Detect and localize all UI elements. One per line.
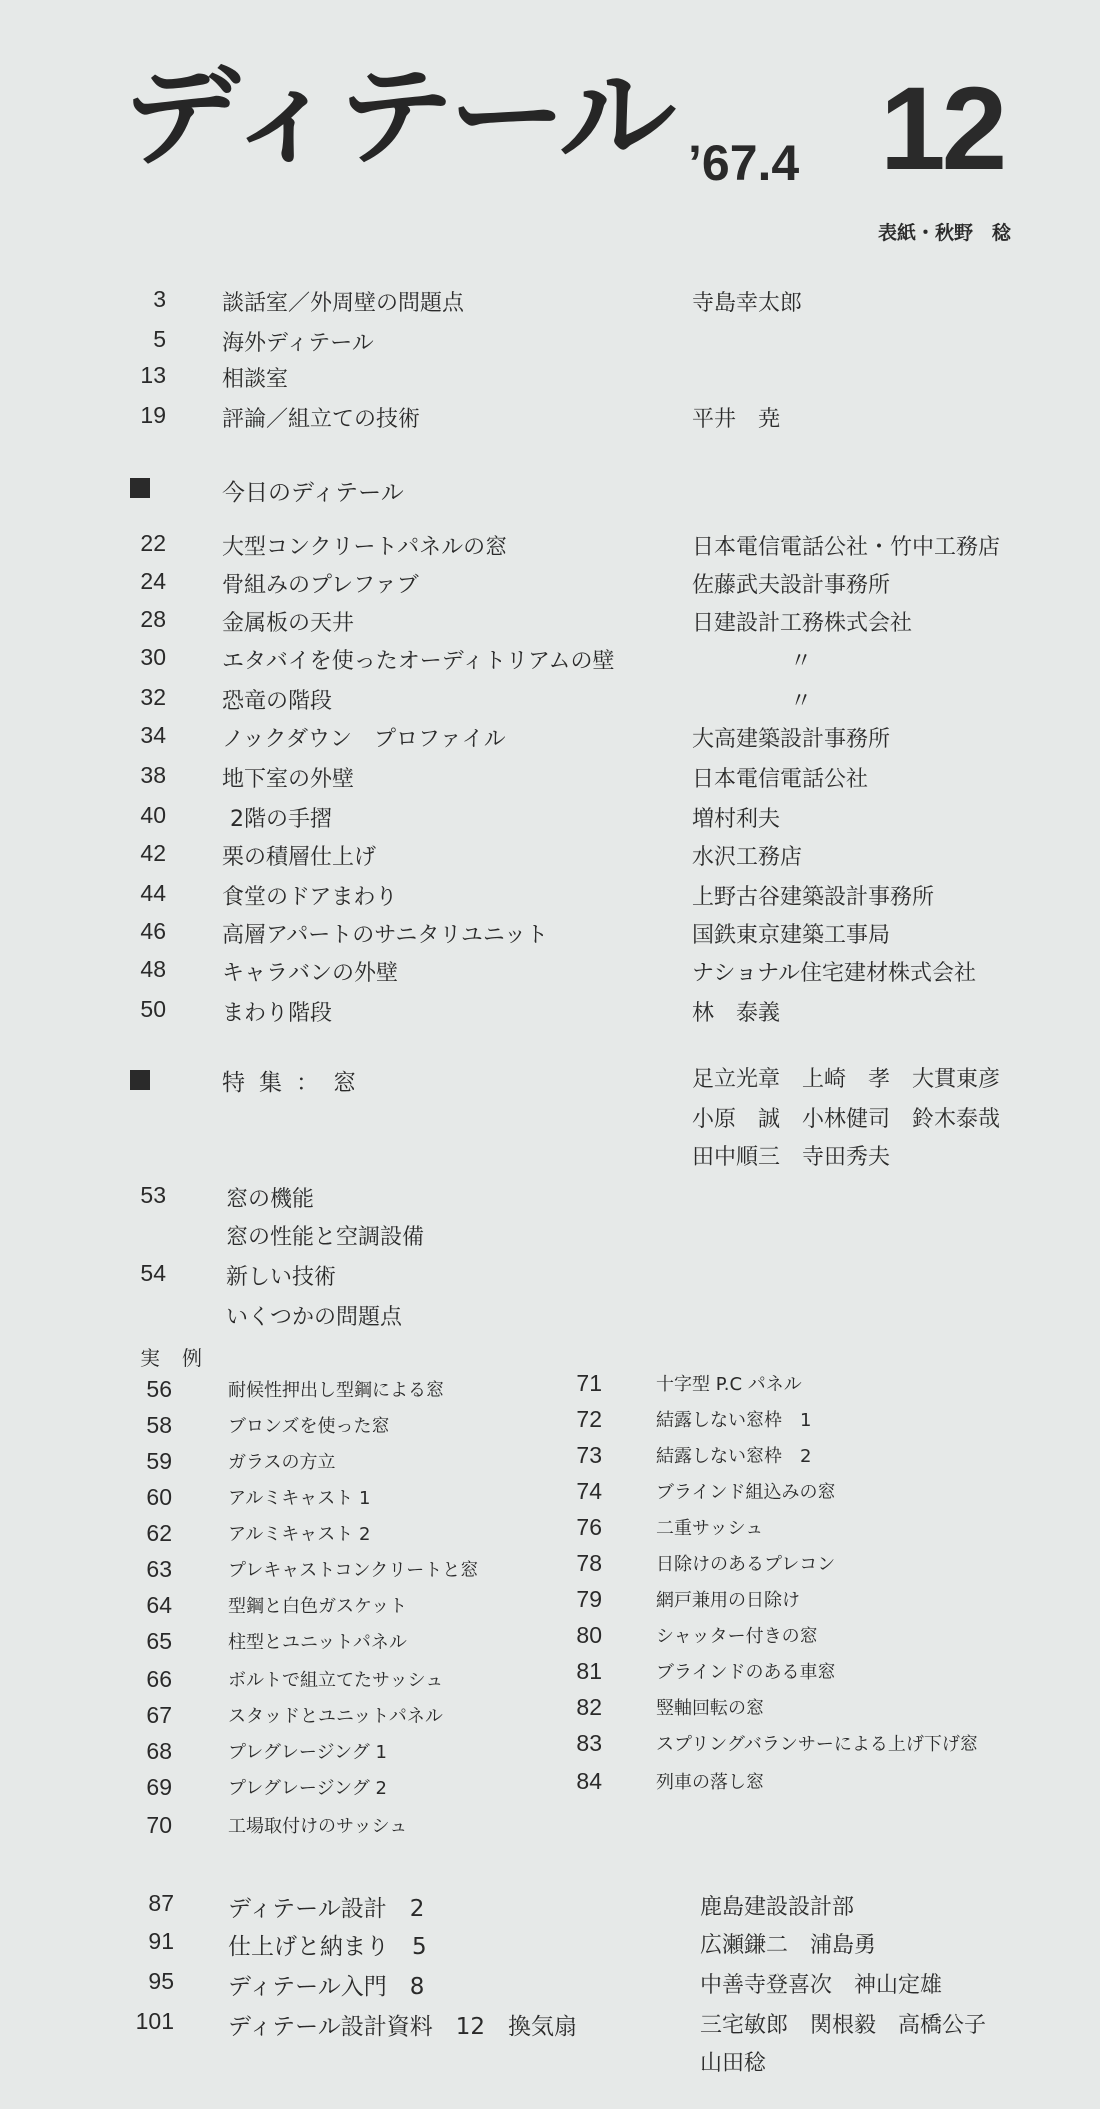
entry-title: 食堂のドアまわり — [222, 885, 398, 910]
page-number: 79 — [576, 1586, 602, 1612]
cover-credit: 表紙・秋野 稔 — [878, 222, 1012, 244]
issue-date: ’67.4 — [688, 135, 800, 191]
toc-row — [0, 1890, 1100, 1926]
page-number: 56 — [146, 1376, 172, 1402]
entry-author: 広瀬鎌二 浦島勇 — [700, 1933, 877, 1958]
entry-title: 十字型 P.C パネル — [656, 1374, 802, 1395]
page-number: 74 — [576, 1478, 602, 1504]
page-number: 65 — [146, 1628, 172, 1654]
entry-title: 海外ディテール — [222, 331, 374, 356]
entry-author: 三宅敏郎 関根毅 高橋公子 — [700, 2013, 987, 2038]
page-number: 42 — [140, 840, 166, 866]
entry-author: 林 泰義 — [692, 1001, 781, 1026]
entry-title: エタバイを使ったオーディトリアムの壁 — [222, 649, 615, 674]
entry-title: 列車の落し窓 — [656, 1772, 764, 1793]
page-number: 71 — [576, 1370, 602, 1396]
page-number: 95 — [148, 1968, 174, 1994]
entry-title: 日除けのあるプレコン — [656, 1554, 836, 1575]
feature-authors-line: 足立光章 上崎 孝 大貫東彦 — [692, 1067, 1001, 1092]
entry-title: ブラインド組込みの窓 — [656, 1482, 836, 1503]
toc-row — [0, 530, 1100, 566]
entry-author: 寺島幸太郎 — [692, 291, 803, 316]
entry-author: 上野古谷建築設計事務所 — [692, 885, 935, 910]
entry-title: 工場取付けのサッシュ — [228, 1816, 408, 1837]
page-number: 70 — [146, 1812, 172, 1838]
entry-author: 大高建築設計事務所 — [692, 727, 891, 752]
toc-row — [0, 880, 1100, 916]
page-number: 59 — [146, 1448, 172, 1474]
toc-row — [0, 722, 1100, 758]
entry-title: アルミキャスト 2 — [228, 1524, 371, 1545]
entry-author: 日本電信電話公社 — [692, 767, 869, 792]
page-number: 48 — [140, 956, 166, 982]
toc-row — [0, 996, 1100, 1032]
feature-authors-line: 小原 誠 小林健司 鈴木泰哉 — [692, 1107, 1001, 1132]
page-number: 60 — [146, 1484, 172, 1510]
page-number: 54 — [140, 1260, 166, 1286]
entry-author: 〃 — [790, 689, 813, 714]
toc-row — [0, 1928, 1100, 1964]
toc-row — [0, 802, 1100, 838]
entry-author: ナショナル住宅建材株式会社 — [692, 961, 977, 986]
entry-title: 結露しない窓枠 1 — [656, 1410, 812, 1431]
entry-title: 金属板の天井 — [222, 611, 355, 636]
page-number: 19 — [140, 402, 166, 428]
toc-row — [0, 918, 1100, 954]
page-number: 78 — [576, 1550, 602, 1576]
section-marker — [130, 478, 150, 498]
page-number: 30 — [140, 644, 166, 670]
toc-row — [0, 286, 1100, 322]
page-number: 44 — [140, 880, 166, 906]
entry-title: 二重サッシュ — [656, 1518, 764, 1539]
page-number: 32 — [140, 684, 166, 710]
entry-title: 網戸兼用の日除け — [656, 1590, 800, 1611]
entry-title: ディテール入門 8 — [228, 1974, 425, 2000]
toc-row — [0, 840, 1100, 876]
page-number: 50 — [140, 996, 166, 1022]
entry-title: スタッドとユニットパネル — [228, 1706, 443, 1727]
entry-title: ブラインドのある車窓 — [656, 1662, 836, 1683]
section-title-feature: 特集：窓 — [222, 1070, 370, 1096]
toc-row — [0, 402, 1100, 438]
entry-author: 日建設計工務株式会社 — [692, 611, 913, 636]
entry-author: 増村利夫 — [692, 807, 781, 832]
page-number: 82 — [576, 1694, 602, 1720]
toc-row — [0, 362, 1100, 398]
entry-title: 恐竜の階段 — [222, 689, 333, 714]
toc-row — [0, 568, 1100, 604]
page-number: 84 — [576, 1768, 602, 1794]
entry-title: 仕上げと納まり 5 — [228, 1934, 427, 1960]
toc-row — [0, 1968, 1100, 2004]
entry-title: 大型コンクリートパネルの窓 — [222, 535, 508, 560]
page-number: 67 — [146, 1702, 172, 1728]
entry-title: 耐候性押出し型鋼による窓 — [228, 1380, 444, 1401]
entry-title: 評論／組立ての技術 — [222, 407, 421, 432]
page-number: 80 — [576, 1622, 602, 1648]
page-number: 5 — [153, 326, 166, 352]
toc-row — [0, 2008, 1100, 2044]
entry-title: プレグレージング 1 — [228, 1742, 387, 1763]
entry-title: プレキャストコンクリートと窓 — [228, 1560, 479, 1581]
page-number: 3 — [153, 286, 166, 312]
entry-author: 鹿島建設設計部 — [700, 1895, 855, 1920]
entry-author: 〃 — [790, 649, 813, 674]
entry-title: いくつかの問題点 — [226, 1305, 403, 1330]
page-number: 22 — [140, 530, 166, 556]
toc-row — [0, 1260, 1100, 1296]
entry-title: ボルトで組立てたサッシュ — [228, 1670, 444, 1691]
entry-title: シャッター付きの窓 — [656, 1626, 818, 1647]
toc-row — [0, 956, 1100, 992]
page-number: 81 — [576, 1658, 602, 1684]
entry-author-extra: 山田稔 — [700, 2051, 767, 2076]
entry-title: 高層アパートのサニタリユニット — [222, 923, 549, 948]
toc-row — [0, 684, 1100, 720]
entry-title: 型鋼と白色ガスケット — [228, 1596, 408, 1617]
page-number: 83 — [576, 1730, 602, 1756]
entry-author: 水沢工務店 — [692, 845, 803, 870]
page-number: 24 — [140, 568, 166, 594]
entry-title: ディテール設計 2 — [228, 1896, 425, 1922]
entry-title: ブロンズを使った窓 — [228, 1416, 390, 1437]
entry-title: 談話室／外周壁の問題点 — [222, 291, 465, 316]
page-number: 69 — [146, 1774, 172, 1800]
page-number: 62 — [146, 1520, 172, 1546]
entry-title: スプリングバランサーによる上げ下げ窓 — [656, 1734, 978, 1755]
page-number: 46 — [140, 918, 166, 944]
entry-author: 国鉄東京建築工事局 — [692, 923, 891, 948]
page-number: 38 — [140, 762, 166, 788]
entry-title: 地下室の外壁 — [222, 767, 355, 792]
entry-title: 竪軸回転の窓 — [656, 1698, 764, 1719]
section-marker — [130, 1070, 150, 1090]
entry-author: 日本電信電話公社・竹中工務店 — [692, 535, 1001, 560]
masthead-title: ディテール — [122, 52, 671, 180]
entry-title: 栗の積層仕上げ — [222, 845, 377, 870]
page-number: 76 — [576, 1514, 602, 1540]
page-number: 72 — [576, 1406, 602, 1432]
entry-title: ディテール設計資料 12 換気扇 — [228, 2014, 577, 2040]
toc-row — [0, 326, 1100, 362]
entry-title: 窓の性能と空調設備 — [226, 1225, 425, 1250]
page-number: 34 — [140, 722, 166, 748]
toc-row — [0, 606, 1100, 642]
entry-title: ノックダウン プロファイル — [222, 727, 506, 752]
page-number: 40 — [140, 802, 166, 828]
toc-row — [0, 1182, 1100, 1218]
page-number: 91 — [148, 1928, 174, 1954]
examples-heading: 実例 — [140, 1346, 224, 1370]
entry-author: 佐藤武夫設計事務所 — [692, 573, 891, 598]
page-number: 63 — [146, 1556, 172, 1582]
entry-title: 結露しない窓枠 2 — [656, 1446, 812, 1467]
entry-title: 2階の手摺 — [230, 807, 332, 832]
toc-row — [0, 762, 1100, 798]
entry-title: プレグレージング 2 — [228, 1778, 387, 1799]
entry-title: 柱型とユニットパネル — [228, 1632, 407, 1653]
toc-row — [0, 1300, 1100, 1336]
entry-author: 平井 尭 — [692, 407, 781, 432]
issue-number: 12 — [880, 63, 1004, 195]
page-number: 58 — [146, 1412, 172, 1438]
page-number: 66 — [146, 1666, 172, 1692]
page-number: 87 — [148, 1890, 174, 1916]
entry-title: 窓の機能 — [226, 1187, 315, 1212]
entry-title: 新しい技術 — [226, 1265, 337, 1290]
entry-title: キャラバンの外壁 — [222, 961, 399, 986]
page-number: 53 — [140, 1182, 166, 1208]
page-number: 13 — [140, 362, 166, 388]
toc-row — [0, 644, 1100, 680]
feature-authors-line: 田中順三 寺田秀夫 — [692, 1145, 891, 1170]
page-number: 28 — [140, 606, 166, 632]
page-number: 73 — [576, 1442, 602, 1468]
page-number: 64 — [146, 1592, 172, 1618]
section-title-today: 今日のディテール — [222, 480, 404, 506]
entry-title: ガラスの方立 — [228, 1452, 336, 1473]
entry-title: まわり階段 — [222, 1001, 333, 1026]
entry-title: 骨組みのプレファブ — [222, 573, 419, 598]
entry-title: 相談室 — [222, 367, 289, 392]
entry-title: アルミキャスト 1 — [228, 1488, 371, 1509]
entry-author: 中善寺登喜次 神山定雄 — [700, 1973, 943, 1998]
page-number: 68 — [146, 1738, 172, 1764]
toc-row — [0, 1220, 1100, 1256]
page-number: 101 — [135, 2008, 174, 2034]
